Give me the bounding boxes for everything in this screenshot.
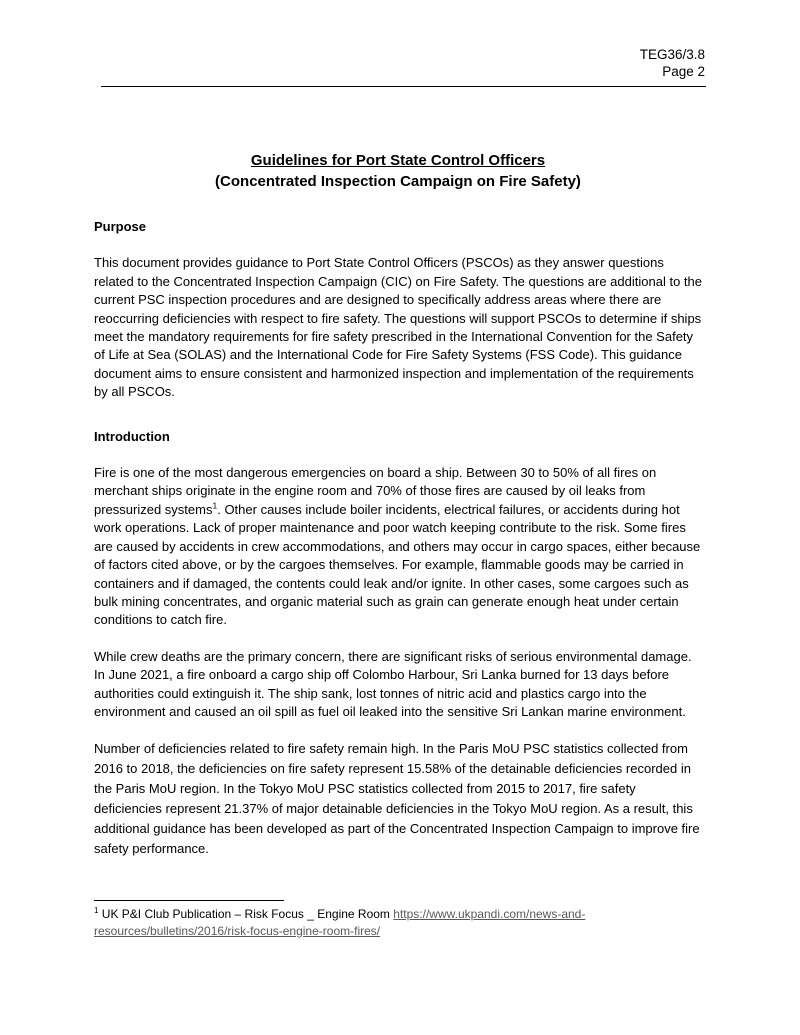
document-body [94, 150, 702, 859]
purpose-paragraph: This document provides guidance to Port State Control Officers (PSCOs) as they answer questions related to the Concentrated Inspection Campaign (CIC) on Fire Safety. The questions are additional to the current PSC inspection procedures and are designed to specifically address areas where there are reoccurring deficiencies with respect to fire safety. The questions will support PSCOs to determine if ships meet the mandatory requirements for fire safety prescribed in the International Convention for the Safety of Life at Sea (SOLAS) and the International Code for Fire Safety Systems (FSS Code). This guidance document aims to ensure consistent and harmonized inspection and implementation of the requirements by all PSCOs. [94, 255, 702, 400]
purpose-heading: Purpose [94, 219, 147, 234]
introduction-paragraph-1 [94, 464, 702, 630]
document-reference: TEG36/3.8 [639, 47, 705, 62]
introduction-paragraph-2: While crew deaths are the primary concern, there are significant risks of serious environmental damage. In June 2021, a fire onboard a cargo ship off Colombo Harbour, Sri Lanka burned for 13 days before authorities could extinguish it. The ship sank, lost tonnes of nitric acid and plastics cargo into the environment and caused an oil spill as fuel oil leaked into the sensitive Sri Lankan marine environment. [94, 648, 692, 719]
footnote-link[interactable]: https://www.ukpandi.com/news-and-resources/bulletins/2016/risk-focus-engine-room-fires/ [94, 907, 586, 938]
footnote-reference[interactable]: 1 [212, 500, 218, 511]
introduction-paragraph-3: Number of deficiencies related to fire safety remain high. In the Paris MoU PSC statistics collected from 2016 to 2018, the deficiencies on fire safety represent 15.58% of the detainable deficiencies recorded in the Paris MoU region. In the Tokyo MoU PSC statistics collected from 2015 to 2017, fire safety deficiencies represent 21.37% of major detainable deficiencies in the Tokyo MoU region. As a result, this additional guidance has been developed as part of the Concentrated Inspection Campaign to improve fire safety performance. [94, 741, 700, 857]
introduction-heading: Introduction [94, 428, 170, 444]
header-divider [101, 86, 706, 87]
footnote-divider [94, 900, 284, 901]
intro-p1-text-b: . Other causes include boiler incidents, electrical failures, or accidents during hot work operations. Lack of proper maintenance and poor watch keeping contribute to the risk. Some fires are caused by accidents in crew accommodations, and others may occur in cargo spaces, either because of factors cited above, or by the cargoes themselves. For example, flammable goods may be carried in containers and if damaged, the contents could leak and/or ignite. In other cases, some cargoes such as bulk mining concentrates, and organic material such as grain can generate enough heat under certain conditions to catch fire. [94, 501, 701, 628]
page-number: Page 2 [662, 64, 705, 79]
footnote-mark: 1 [94, 906, 99, 915]
footnote [94, 906, 704, 940]
document-title: Guidelines for Port State Control Officers [250, 152, 546, 169]
footnote-text: UK P&I Club Publication – Risk Focus _ Engine Room [98, 907, 394, 921]
document-header [505, 46, 705, 80]
intro-p1-text-a: Fire is one of the most dangerous emergencies on board a ship. Between 30 to 50% of all fires on merchant ships originate in the engine room and 70% of those fires are caused by oil leaks from pressurized systems [94, 465, 657, 517]
document-subtitle: (Concentrated Inspection Campaign on Fire Safety) [215, 173, 581, 190]
